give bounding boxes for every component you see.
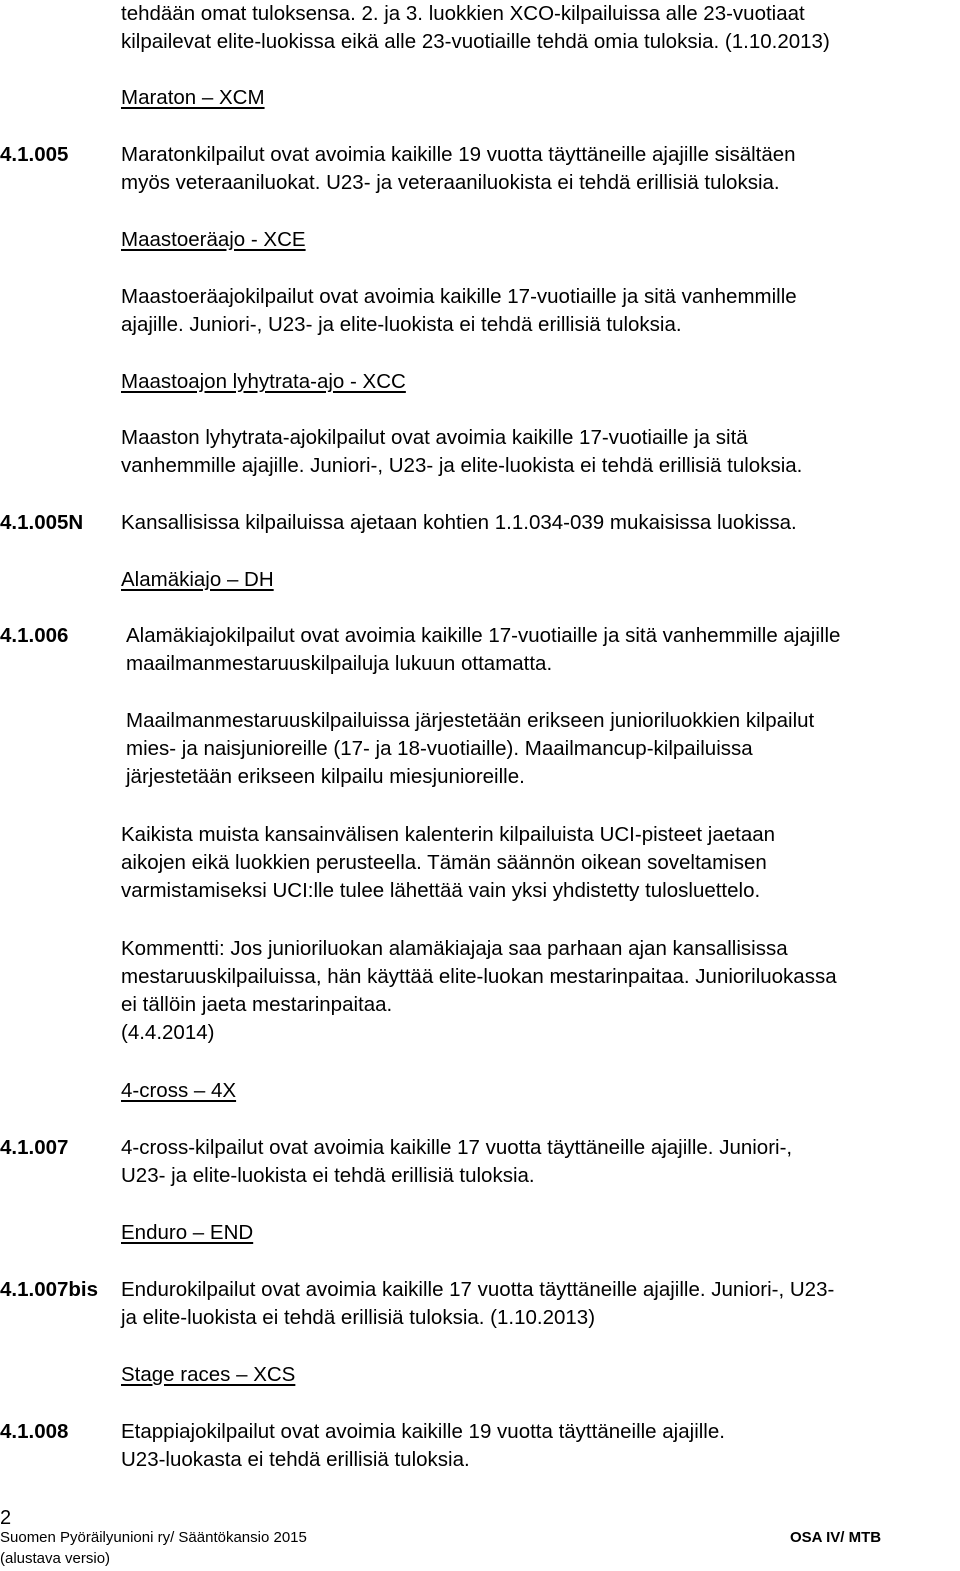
rule-number-4-1-008: 4.1.008: [0, 1420, 69, 1443]
section-heading-xce: Maastoeräajo - XCE: [121, 228, 306, 251]
rule-4-1-006-para2-line-3: järjestetään erikseen kilpailu miesjunioreille.: [126, 765, 525, 788]
page-number: 2: [0, 1507, 12, 1529]
rule-4-1-008-line-1: Etappiajokilpailut ovat avoimia kaikille 19 vuotta täyttäneille ajajille.: [121, 1420, 725, 1443]
xcc-line-1: Maaston lyhytrata-ajokilpailut ovat avoimia kaikille 17-vuotiaille ja sitä: [121, 426, 748, 449]
rule-4-1-005-line-2: myös veteraaniluokat. U23- ja veteraaniluokista ei tehdä erillisiä tuloksia.: [121, 171, 780, 194]
rule-4-1-007bis-line-1: Endurokilpailut ovat avoimia kaikille 17 vuotta täyttäneille ajajille. Juniori-, U23-: [121, 1278, 835, 1301]
xce-line-1: Maastoeräajokilpailut ovat avoimia kaikille 17-vuotiaille ja sitä vanhemmille: [121, 285, 797, 308]
comment-line-3: ei tällöin jaeta mestarinpaitaa.: [121, 993, 393, 1016]
uci-para-line-2: aikojen eikä luokkien perusteella. Tämän säännön oikean soveltamisen: [121, 851, 767, 874]
rule-number-4-1-007bis: 4.1.007bis: [0, 1278, 99, 1301]
rule-4-1-007bis-line-2: ja elite-luokista ei tehdä erillisiä tuloksia. (1.10.2013): [121, 1306, 596, 1329]
rule-4-1-006-para2-line-2: mies- ja naisjunioreille (17- ja 18-vuotiaille). Maailmancup-kilpailuissa: [126, 737, 753, 760]
rule-4-1-006-para2-line-1: Maailmanmestaruuskilpailuissa järjestetään erikseen junioriluokkien kilpailut: [126, 709, 815, 732]
rule-4-1-007-line-1: 4-cross-kilpailut ovat avoimia kaikille 17 vuotta täyttäneille ajajille. Juniori-,: [121, 1136, 793, 1159]
intro-line-2: kilpailevat elite-luokissa eikä alle 23-vuotiaille tehdä omia tuloksia. (1.10.2013): [121, 30, 830, 53]
footer-publisher: Suomen Pyöräilyunioni ry/ Sääntökansio 2015: [0, 1529, 307, 1546]
rule-4-1-007-line-2: U23- ja elite-luokista ei tehdä erillisiä tuloksia.: [121, 1164, 535, 1187]
rule-number-4-1-007: 4.1.007: [0, 1136, 69, 1159]
rule-4-1-006-line-2: maailmanmestaruuskilpailuja lukuun ottamatta.: [126, 652, 553, 675]
section-heading-4x: 4-cross – 4X: [121, 1079, 237, 1102]
section-heading-end: Enduro – END: [121, 1221, 254, 1244]
comment-date: (4.4.2014): [121, 1021, 215, 1044]
footer-version: (alustava versio): [0, 1550, 111, 1567]
rule-4-1-005-line-1: Maratonkilpailut ovat avoimia kaikille 19 vuotta täyttäneille ajajille sisältäen: [121, 143, 796, 166]
intro-line-1: tehdään omat tuloksensa. 2. ja 3. luokkien XCO-kilpailuissa alle 23-vuotiaat: [121, 2, 805, 25]
section-heading-dh: Alamäkiajo – DH: [121, 568, 274, 591]
xce-line-2: ajajille. Juniori-, U23- ja elite-luokista ei tehdä erillisiä tuloksia.: [121, 313, 682, 336]
footer-section: OSA IV/ MTB: [790, 1529, 882, 1546]
uci-para-line-3: varmistamiseksi UCI:lle tulee lähettää vain yksi yhdistetty tulosluettelo.: [121, 879, 761, 902]
rule-number-4-1-005: 4.1.005: [0, 143, 69, 166]
section-heading-xcm: Maraton – XCM: [121, 86, 265, 109]
section-heading-xcs: Stage races – XCS: [121, 1363, 296, 1386]
comment-line-1: Kommentti: Jos junioriluokan alamäkiajaja saa parhaan ajan kansallisissa: [121, 937, 788, 960]
rule-4-1-005N-text: Kansallisissa kilpailuissa ajetaan kohtien 1.1.034-039 mukaisissa luokissa.: [121, 511, 797, 534]
rule-number-4-1-005N: 4.1.005N: [0, 511, 84, 534]
section-heading-xcc: Maastoajon lyhytrata-ajo - XCC: [121, 370, 406, 393]
uci-para-line-1: Kaikista muista kansainvälisen kalenterin kilpailuista UCI-pisteet jaetaan: [121, 823, 776, 846]
rule-4-1-008-line-2: U23-luokasta ei tehdä erillisiä tuloksia.: [121, 1448, 470, 1471]
comment-line-2: mestaruuskilpailuissa, hän käyttää elite-luokan mestarinpaitaa. Junioriluokassa: [121, 965, 837, 988]
rule-number-4-1-006: 4.1.006: [0, 624, 69, 647]
rule-4-1-006-line-1: Alamäkiajokilpailut ovat avoimia kaikille 17-vuotiaille ja sitä vanhemmille ajajille: [126, 624, 841, 647]
xcc-line-2: vanhemmille ajajille. Juniori-, U23- ja elite-luokista ei tehdä erillisiä tuloksia.: [121, 454, 803, 477]
